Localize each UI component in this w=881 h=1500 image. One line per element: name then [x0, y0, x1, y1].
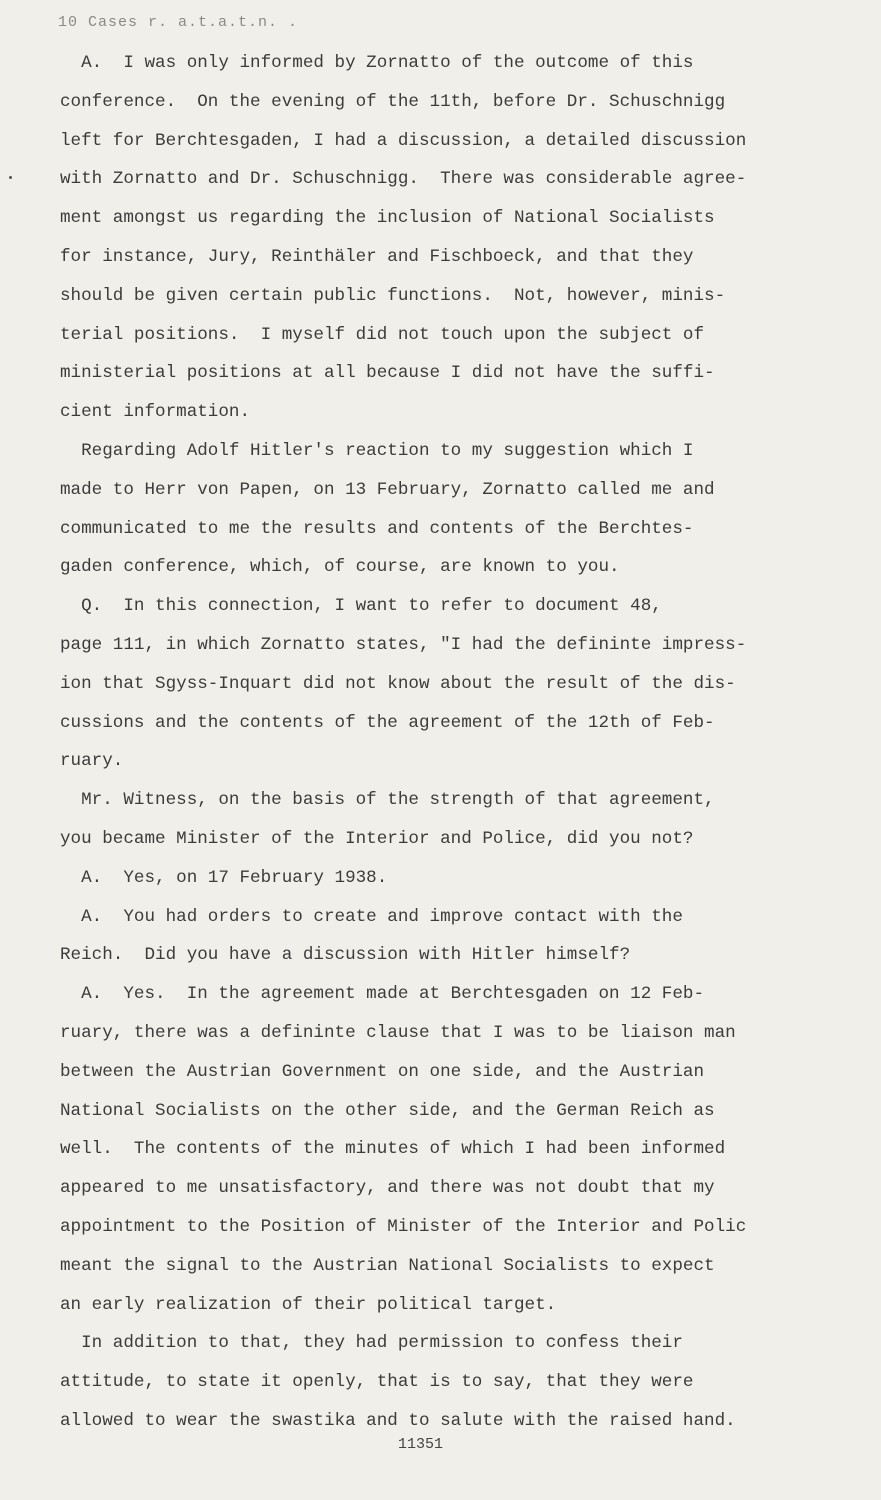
page-number: 11351: [398, 1436, 444, 1453]
text-line: ruary.: [60, 751, 124, 772]
text-line: an early realization of their political target.: [60, 1294, 557, 1315]
text-line: ment amongst us regarding the inclusion of National Socialists: [60, 208, 715, 229]
text-line: attitude, to state it openly, that is to say, that they were: [60, 1372, 694, 1393]
text-line: ion that Sgyss-Inquart did not know about the result of the dis-: [60, 673, 736, 694]
text-line: appointment to the Position of Minister of the Interior and Polic: [60, 1216, 747, 1237]
text-line: A. I was only informed by Zornatto of the outcome of this: [60, 53, 694, 73]
text-line: communicated to me the results and contents of the Berchtes-: [60, 518, 694, 539]
text-line: well. The contents of the minutes of which I had been informed: [60, 1139, 726, 1160]
text-line: ministerial positions at all because I did not have the suffi-: [60, 363, 715, 384]
text-line: page 111, in which Zornatto states, "I had the defininte impress-: [60, 634, 747, 655]
text-line: cient information.: [60, 402, 251, 423]
page-header: 10 Cases r. a.t.a.t.n. .: [58, 14, 299, 31]
text-line: meant the signal to the Austrian National Socialists to expect: [60, 1255, 715, 1276]
text-line: for instance, Jury, Reinthäler and Fischboeck, and that they: [60, 246, 694, 267]
text-line: left for Berchtesgaden, I had a discussion, a detailed discussion: [60, 130, 747, 151]
text-line: Reich. Did you have a discussion with Hitler himself?: [60, 945, 631, 966]
text-line: ruary, there was a defininte clause that I was to be liaison man: [60, 1022, 736, 1043]
text-line: allowed to wear the swastika and to salute with the raised hand.: [60, 1410, 736, 1431]
text-line: A. Yes, on 17 February 1938.: [60, 867, 388, 888]
text-line: Q. In this connection, I want to refer to document 48,: [60, 596, 662, 617]
margin-mark: [9, 176, 12, 179]
text-line: made to Herr von Papen, on 13 February, Zornatto called me and: [60, 479, 715, 500]
text-line: Mr. Witness, on the basis of the strength of that agreement,: [60, 790, 715, 811]
text-line: A. Yes. In the agreement made at Berchtesgaden on 12 Feb-: [60, 984, 705, 1005]
text-line: conference. On the evening of the 11th, before Dr. Schuschnigg: [60, 91, 726, 112]
text-line: Regarding Adolf Hitler's reaction to my suggestion which I: [60, 440, 694, 461]
text-line: terial positions. I myself did not touch upon the subject of: [60, 324, 705, 345]
text-line: A. You had orders to create and improve contact with the: [60, 906, 683, 927]
body-text: [60, 44, 850, 1441]
text-line: between the Austrian Government on one side, and the Austrian: [60, 1061, 705, 1082]
text-line: In addition to that, they had permission to confess their: [60, 1333, 683, 1354]
text-line: with Zornatto and Dr. Schuschnigg. There was considerable agree-: [60, 169, 747, 190]
text-line: you became Minister of the Interior and Police, did you not?: [60, 828, 694, 849]
text-line: appeared to me unsatisfactory, and there was not doubt that my: [60, 1178, 715, 1199]
text-line: National Socialists on the other side, and the German Reich as: [60, 1100, 715, 1121]
text-line: gaden conference, which, of course, are known to you.: [60, 557, 620, 578]
text-line: should be given certain public functions. Not, however, minis-: [60, 285, 726, 306]
text-line: cussions and the contents of the agreement of the 12th of Feb-: [60, 712, 715, 733]
